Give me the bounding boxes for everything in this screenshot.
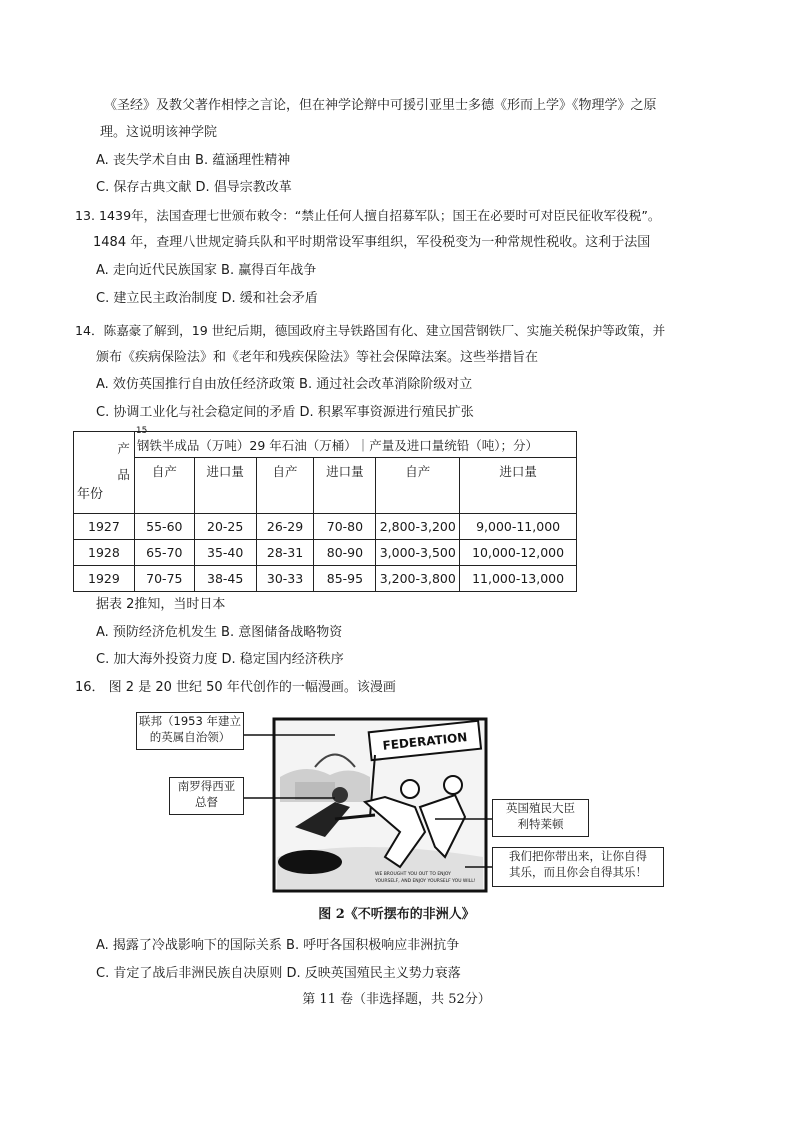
table-cell: 2,800-3,200	[376, 513, 460, 539]
table-subheader-row	[74, 458, 577, 513]
table-cell: 38-45	[194, 565, 256, 591]
table-subheader: 进口量	[194, 458, 256, 513]
q13-stem-line1: 13. 1439年，法国查理七世颁布敕令：“禁止任何人擅自招募军队；国王在必要时可对臣民征收军役税”。	[75, 208, 661, 223]
cartoon-speech-line2: YOURSELF, AND ENJOY YOURSELF YOU WILL!	[375, 879, 476, 884]
label-governor-line2: 总督	[195, 795, 218, 809]
q14-options-ab: A. 效仿英国推行自由放任经济政策 B. 通过社会改革消除阶级对立	[96, 377, 473, 392]
q12-stem-line1: 《圣经》及教父著作相悖之言论，但在神学论辩中可援引亚里士多德《形而上学》《物理学》之原	[104, 98, 657, 113]
table-cell: 3,200-3,800	[376, 565, 460, 591]
table-cell: 3,000-3,500	[376, 539, 460, 565]
table-cell: 10,000-12,000	[460, 539, 577, 565]
q14-stem-line2: 颁布《疾病保险法》和《老年和残疾保险法》等社会保障法案。这些举措旨在	[96, 350, 539, 365]
table-cell: 26-29	[256, 513, 314, 539]
label-colonial-secretary	[492, 799, 589, 837]
q12-stem-line2: 理。这说明该神学院	[100, 125, 218, 140]
table-corner-bottom: 年份	[77, 487, 104, 502]
table-subheader: 自产	[256, 458, 314, 513]
label-minister-line2: 利特莱顿	[517, 817, 564, 831]
table-cell: 35-40	[194, 539, 256, 565]
q16-options-ab: A. 揭露了冷战影响下的国际关系 B. 呼吁各国积极响应非洲抗争	[96, 938, 460, 953]
table-category-header	[134, 426, 576, 458]
cartoon-banner: FEDERATION	[381, 730, 468, 753]
table-subheader: 自产	[376, 458, 460, 513]
q13-options-cd: C. 建立民主政治制度 D. 缓和社会矛盾	[96, 291, 318, 306]
q14-stem-line1: 14．陈嘉豪了解到，19 世纪后期，德国政府主导铁路国有化、建立国营钢铁厂、实施关税保护等政策，并	[75, 323, 666, 338]
table-row	[74, 565, 577, 591]
table-cell: 20-25	[194, 513, 256, 539]
cartoon-speech-line1: WE BROUGHT YOU OUT TO ENJOY	[375, 872, 451, 877]
label-federation-line1: 联邦（1953 年建立	[139, 714, 241, 728]
table-cell: 55-60	[134, 513, 194, 539]
table-cell: 70-75	[134, 565, 194, 591]
label-governor-line1: 南罗得西亚	[177, 779, 236, 793]
table-cell-year: 1927	[74, 513, 135, 539]
table-cell-year: 1928	[74, 539, 135, 565]
table-category-text: 钢铁半成品（万吨）29 年石油（万桶）｜产量及进口量统铅（吨）；分）	[136, 437, 539, 453]
table-cell: 65-70	[134, 539, 194, 565]
q15-options-ab: A. 预防经济危机发生 B. 意图储备战略物资	[96, 625, 343, 640]
q15-options-cd: C. 加大海外投资力度 D. 稳定国内经济秩序	[96, 652, 344, 667]
label-speech-line1: 我们把你带出来，让你自得	[509, 849, 647, 863]
table-cell: 30-33	[256, 565, 314, 591]
table-subheader: 进口量	[460, 458, 577, 513]
label-federation	[136, 712, 244, 750]
table-cell: 28-31	[256, 539, 314, 565]
q16-stem: 16． 图 2 是 20 世纪 50 年代创作的一幅漫画。该漫画	[75, 680, 396, 695]
label-speech	[492, 847, 664, 887]
overlay-number: 15	[135, 426, 148, 436]
table-cell: 70-80	[314, 513, 376, 539]
table-subheader: 自产	[134, 458, 194, 513]
table-corner-mid: 品	[117, 467, 130, 482]
q12-options-ab: A. 丧失学术自由 B. 蕴涵理性精神	[96, 153, 291, 168]
figure-caption: 图 2《不听摆布的非洲人》	[318, 907, 475, 922]
q13-options-ab: A. 走向近代民族国家 B. 赢得百年战争	[96, 263, 317, 278]
label-minister-line1: 英国殖民大臣	[506, 801, 575, 815]
label-governor	[169, 777, 244, 815]
table-row	[74, 539, 577, 565]
cartoon-figure	[135, 707, 665, 897]
table-corner-top: 产	[117, 441, 130, 456]
q12-options-cd: C. 保存古典文献 D. 倡导宗教改革	[96, 180, 292, 195]
q16-options-cd: C. 肯定了战后非洲民族自决原则 D. 反映英国殖民主义势力衰落	[96, 966, 461, 981]
table-cell: 11,000-13,000	[460, 565, 577, 591]
q13-stem-line2: 1484 年，查理八世规定骑兵队和平时期常设军事组织，军役税变为一种常规性税收。这利于法国	[93, 235, 651, 250]
table-cell: 9,000-11,000	[460, 513, 577, 539]
table-subheader: 进口量	[314, 458, 376, 513]
label-federation-line2: 的英属自治领）	[149, 730, 231, 744]
label-speech-line2: 其乐，而且你会自得其乐！	[509, 865, 647, 879]
table-2	[73, 426, 577, 592]
table-cell: 80-90	[314, 539, 376, 565]
table-cell-year: 1929	[74, 565, 135, 591]
section-heading: 第 11 卷（非选择题，共 52分）	[302, 992, 491, 1007]
table-header-row	[74, 432, 577, 458]
q14-options-cd: C. 协调工业化与社会稳定间的矛盾 D. 积累军事资源进行殖民扩张	[96, 405, 474, 420]
table-row	[74, 513, 577, 539]
table-cell: 85-95	[314, 565, 376, 591]
q15-stem: 据表 2推知，当时日本	[96, 597, 226, 612]
